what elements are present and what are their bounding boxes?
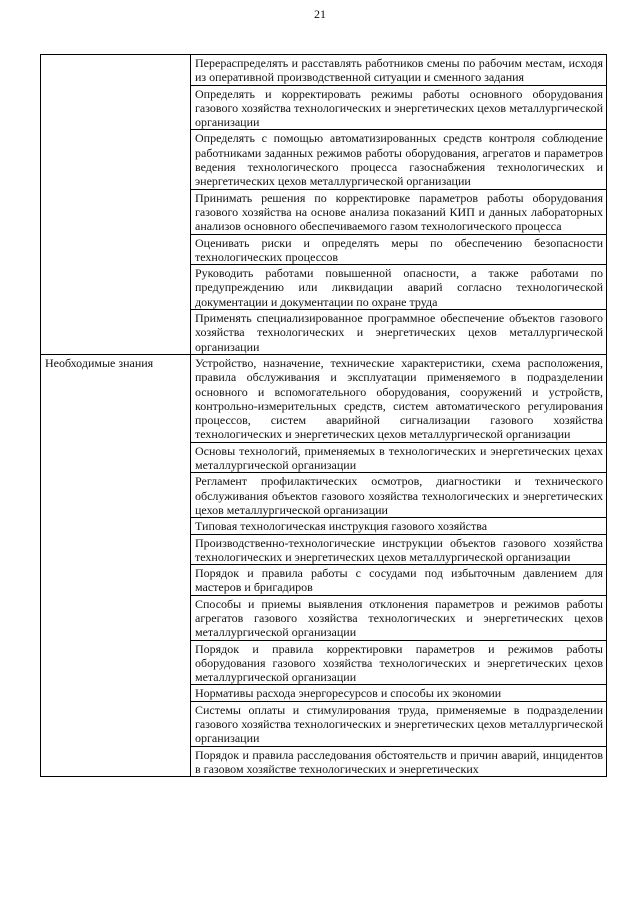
knowledge-item: Порядок и правила расследования обстоятельств и причин аварий, инцидентов в газовом хозяйстве технологических и энергетических (191, 746, 607, 777)
knowledge-item: Порядок и правила корректировки параметров и режимов работы оборудования газового хозяйства технологических и энергетических цехов металлургической организации (191, 640, 607, 685)
continued-label-cell (41, 55, 191, 355)
knowledge-item: Основы технологий, применяемых в технологических и энергетических цехах металлургической организации (191, 442, 607, 473)
table-row (41, 354, 607, 442)
knowledge-item: Системы оплаты и стимулирования труда, применяемые в подразделении газового хозяйства технологических и энергетических цехов металлургической организации (191, 701, 607, 746)
knowledge-item: Регламент профилактических осмотров, диагностики и технического обслуживания объектов газового хозяйства технологических и энергетических цехов металлургической организации (191, 473, 607, 518)
knowledge-item: Порядок и правила работы с сосудами под избыточным давлением для мастеров и бригадиров (191, 565, 607, 596)
skill-item: Принимать решения по корректировке параметров работы оборудования газового хозяйства на основе анализа показаний КИП и данных лабораторных анализов основного обеспечиваемого газом технологического процесса (191, 189, 607, 234)
knowledge-label: Необходимые знания (41, 354, 191, 776)
knowledge-item: Нормативы расхода энергоресурсов и способы их экономии (191, 685, 607, 701)
knowledge-item: Устройство, назначение, технические характеристики, схема расположения, правила обслуживания и эксплуатации применяемого в подразделении основного и вспомогательного оборудования, сооружений и устройств, контрольно-измерительных средств, систем автоматического регулирования процессов, систем аварийной сигнализации газового хозяйства технологических и энергетических цехов металлургической организации (191, 354, 607, 442)
page-number: 21 (314, 7, 326, 21)
knowledge-item: Типовая технологическая инструкция газового хозяйства (191, 518, 607, 534)
skill-item: Применять специализированное программное обеспечение объектов газового хозяйства технологических и энергетических цехов металлургической организации (191, 310, 607, 355)
knowledge-item: Способы и приемы выявления отклонения параметров и режимов работы агрегатов газового хозяйства технологических и энергетических цехов металлургической организации (191, 595, 607, 640)
skill-item: Оценивать риски и определять меры по обеспечению безопасности технологических процессов (191, 234, 607, 265)
knowledge-item: Производственно-технологические инструкции объектов газового хозяйства технологических и энергетических цехов металлургической организации (191, 534, 607, 565)
requirements-table (40, 54, 607, 777)
skill-item: Перераспределять и расставлять работников смены по рабочим местам, исходя из оперативной производственной ситуации и сменного задания (191, 55, 607, 86)
skill-item: Определять с помощью автоматизированных средств контроля соблюдение работниками заданных режимов работы оборудования, агрегатов и параметров ведения технологического процесса газоснабжения технологических и энергетических цехов металлургической организации (191, 130, 607, 189)
skill-item: Определять и корректировать режимы работы основного оборудования газового хозяйства технологических и энергетических цехов металлургической организации (191, 85, 607, 130)
skill-item: Руководить работами повышенной опасности, а также работами по предупреждению или ликвидации аварий согласно технологической документации и документации по охране труда (191, 265, 607, 310)
table-row (41, 55, 607, 86)
